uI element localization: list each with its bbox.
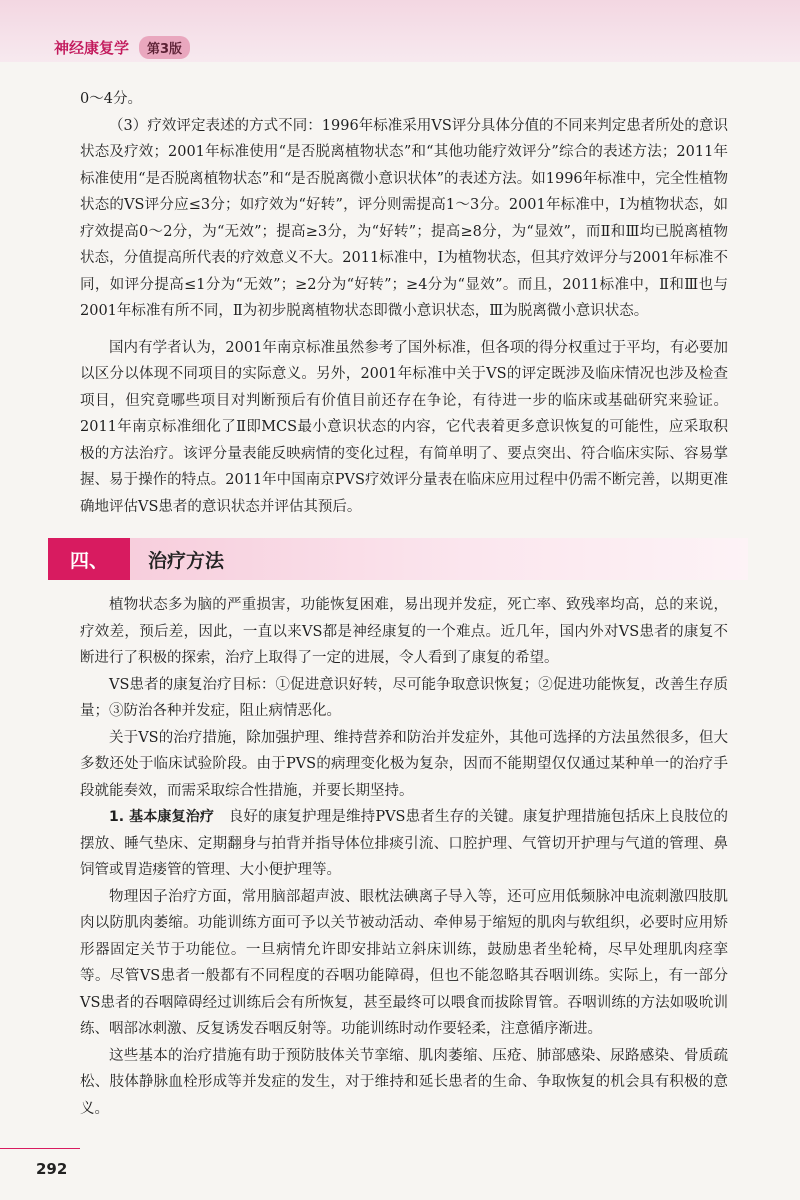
edition-badge: 第3版 xyxy=(139,36,190,59)
paragraph: （3）疗效评定表述的方式不同：1996年标准采用VS评分具体分值的不同来判定患者所处的意识状态及疗效；2001年标准使用“是否脱离植物状态”和“其他功能疗效评分”综合的表述方法；2011年标准使用“是否脱离植物状态”和“是否脱离微小意识状体”的表述方法。如1996年标准中，完全性植物状态的VS评分应≤3分；如疗效为“好转”，评分则需提高1～3分。2001年标准中，Ⅰ为植物状态，如疗效提高0～2分，为“无效”；提高≥3分，为“好转”；提高≥8分，为“显效”，而Ⅱ和Ⅲ均已脱离植物状态，分值提高所代表的疗效意义不大。2011标准中，Ⅰ为植物状态，但其疗效评分与2001年标准不同，如评分提高≤1分为“无效”；≥2分为“好转”；≥4分为“显效”。而且，2011标准中，Ⅱ和Ⅲ也与2001年标准有所不同，Ⅱ为初步脱离植物状态即微小意识状态，Ⅲ为脱离微小意识状态。 xyxy=(80,117,728,319)
section-number: 四、 xyxy=(48,538,130,580)
footer-rule xyxy=(0,1148,80,1149)
paragraph: 这些基本的治疗措施有助于预防肢体关节挛缩、肌肉萎缩、压疮、肺部感染、尿路感染、骨质疏松、肢体静脉血栓形成等并发症的发生，对于维持和延长患者的生命、争取恢复的机会具有积极的意义。 xyxy=(80,1047,728,1117)
paragraph: 物理因子治疗方面，常用脑部超声波、眼枕法碘离子导入等，还可应用低频脉冲电流刺激四肢肌肉以防肌肉萎缩。功能训练方面可予以关节被动活动、牵伸易于缩短的肌肉与软组织，必要时应用矫形器固定关节于功能位。一旦病情允许即安排站立斜床训练，鼓励患者坐轮椅，尽早处理肌肉痉挛等。尽管VS患者一般都有不同程度的吞咽功能障碍，但也不能忽略其吞咽训练。实际上，有一部分VS患者的吞咽障碍经过训练后会有所恢复，甚至最终可以喂食而拔除胃管。吞咽训练的方法如吸吮训练、咽部冰刺激、反复诱发吞咽反射等。功能训练时动作要轻柔，注意循序渐进。 xyxy=(80,888,728,1037)
page-content xyxy=(69,86,729,1122)
paragraph: 关于VS的治疗措施，除加强护理、维持营养和防治并发症外，其他可选择的方法虽然很多，但大多数还处于临床试验阶段。由于PVS的病理变化极为复杂，因而不能期望仅仅通过某种单一的治疗手段就能奏效，而需采取综合性措施，并要长期坚持。 xyxy=(80,729,728,799)
book-title: 神经康复学 xyxy=(54,39,130,57)
paragraph: 植物状态多为脑的严重损害，功能恢复困难，易出现并发症，死亡率、致残率均高，总的来说，疗效差，预后差，因此，一直以来VS都是神经康复的一个难点。近几年，国内外对VS患者的康复不断进行了积极的探索，治疗上取得了一定的进展，令人看到了康复的希望。 xyxy=(80,597,728,666)
subsection-heading: 1. 基本康复治疗 xyxy=(109,809,215,825)
section-heading xyxy=(48,538,748,580)
running-header xyxy=(0,0,800,62)
paragraph: 国内有学者认为，2001年南京标准虽然参考了国外标准，但各项的得分权重过于平均，有必要加以区分以体现不同项目的实际意义。另外，2001年标准中关于VS的评定既涉及临床情况也涉及检查项目，但究竟哪些项目对判断预后有价值目前还存在争论，有待进一步的临床或基础研究来验证。2011年南京标准细化了Ⅱ即MCS最小意识状态的内容，它代表着更多意识恢复的可能性，应采取积极的方法治疗。该评分量表能反映病情的变化过程，有简单明了、要点突出、符合临床实际、容易掌握、易于操作的特点。2011年中国南京PVS疗效评分量表在临床应用过程中仍需不断完善，以期更准确地评估VS患者的意识状态并评估其预后。 xyxy=(80,339,728,515)
subsection-paragraph xyxy=(80,804,728,884)
section-title: 治疗方法 xyxy=(148,549,225,572)
page-number: 292 xyxy=(36,1160,68,1178)
paragraph: 0～4分。 xyxy=(80,91,142,107)
subsection-text: 良好的康复护理是维持PVS患者生存的关键。康复护理措施包括床上良肢位的摆放、睡气垫床、定期翻身与拍背并指导体位排痰引流、口腔护理、气管切开护理与气道的管理、鼻饲管或胃造瘘管的管理、大小便护理等。 xyxy=(80,809,729,878)
header-left xyxy=(54,36,190,59)
paragraph: VS患者的康复治疗目标：①促进意识好转，尽可能争取意识恢复；②促进功能恢复，改善生存质量；③防治各种并发症，阻止病情恶化。 xyxy=(80,676,728,719)
